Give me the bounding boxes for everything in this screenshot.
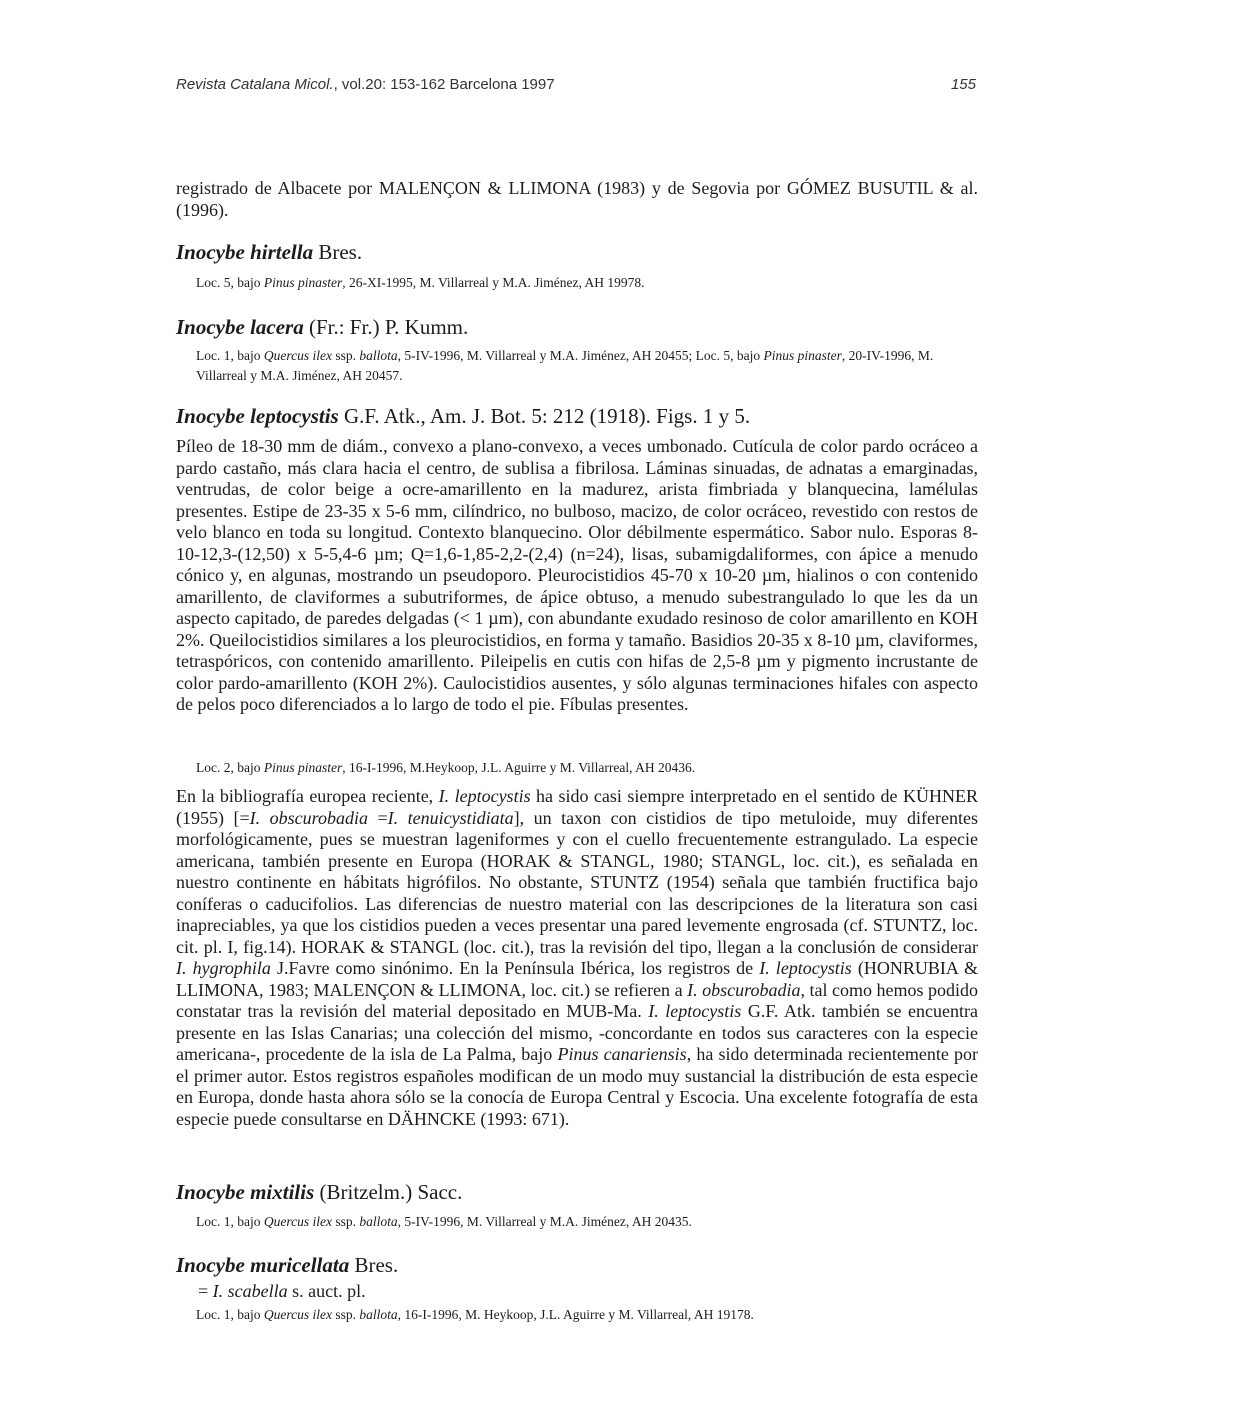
taxon-name: I. tenuicystidiata <box>387 807 514 828</box>
discussion-text: En la bibliografía europea reciente, <box>176 786 439 806</box>
species-name: Inocybe mixtilis <box>176 1180 315 1204</box>
locality-text: , 16-I-1996, M.Heykoop, J.L. Aguirre y M. Villarreal, AH 20436. <box>342 760 696 775</box>
taxon-name: I. obscurobadia <box>249 807 368 828</box>
species-author: G.F. Atk., Am. J. Bot. 5: 212 (1918). Figs. 1 y 5. <box>338 404 751 428</box>
locality-leptocystis <box>196 758 978 778</box>
locality-text: , 5-IV-1996, M. Villarreal y M.A. Jiménez, AH 20455; Loc. 5, bajo <box>397 348 764 363</box>
intro-paragraph: registrado de Albacete por MALENÇON & LLIMONA (1983) y de Segovia por GÓMEZ BUSUTIL & al. (1996). <box>176 178 978 220</box>
discussion-text: (HONRUBIA & LLIMONA, 1983; MALENÇON & LLIMONA, loc. cit.) se refieren a <box>176 958 978 1000</box>
host-name: Pinus pinaster <box>263 275 343 290</box>
host-name: Quercus ilex <box>263 1307 332 1322</box>
species-name: Inocybe lacera <box>176 315 304 339</box>
discussion-text: ], un taxon con cistidios de tipo metuloide, muy diferentes morfológicamente, pues se muestran lageniformes y con el cuello frecuentemente estrangulado. La especie americana, también presente en Europa (HORAK & STANGL, 1980; STANGL, loc. cit.), es señalada en nuestro continente en hábitats higrófilos. No obstante, STUNTZ (1954) señala que también fructifica bajo coníferas o caducifolios. Las diferencias de nuestro material con las descripciones de la literatura son casi inapreciables, ya que los cistidios pueden a veces presentar una pared levemente engrosada (cf. STUNTZ, loc. cit. pl. I, fig.14). HORAK & STANGL (loc. cit.), tras la revisión del tipo, llegan a la conclusión de considerar <box>176 807 979 957</box>
locality-text: , 5-IV-1996, M. Villarreal y M.A. Jiménez, AH 20435. <box>397 1214 692 1229</box>
host-name: ballota <box>359 1214 398 1229</box>
locality-text: Loc. 5, bajo <box>196 275 264 290</box>
page-number: 155 <box>950 76 976 93</box>
locality-text: , 26-XI-1995, M. Villarreal y M.A. Jiménez, AH 19978. <box>342 275 645 290</box>
species-author: (Fr.: Fr.) P. Kumm. <box>303 315 469 339</box>
species-name: Inocybe leptocystis <box>176 404 339 428</box>
host-name: ballota <box>359 1307 398 1322</box>
species-name: Inocybe muricellata <box>176 1253 350 1277</box>
species-author: Bres. <box>349 1253 399 1277</box>
taxon-name: I. scabella <box>212 1281 288 1301</box>
locality-text: Loc. 1, bajo <box>196 1307 264 1322</box>
host-name: Pinus pinaster <box>763 348 842 363</box>
species-heading-leptocystis <box>176 404 750 429</box>
taxon-name: I. leptocystis <box>438 786 531 806</box>
locality-hirtella <box>196 273 978 293</box>
synonym-text: s. auct. pl. <box>287 1281 366 1301</box>
synonym-text: = <box>198 1281 213 1301</box>
synonym-muricellata <box>198 1281 366 1302</box>
locality-text: ssp. <box>331 1214 360 1229</box>
journal-name: Revista Catalana Micol. <box>176 76 334 93</box>
locality-text: ssp. <box>331 348 360 363</box>
discussion-leptocystis <box>176 786 978 1130</box>
taxon-name: I. leptocystis <box>759 958 852 978</box>
species-heading-lacera <box>176 315 468 340</box>
species-author: Bres. <box>313 240 363 264</box>
locality-muricellata <box>196 1305 978 1325</box>
locality-text: Loc. 1, bajo <box>196 1214 264 1229</box>
locality-text: Loc. 1, bajo <box>196 348 264 363</box>
journal-citation: , vol.20: 153-162 Barcelona 1997 <box>333 76 555 93</box>
species-heading-muricellata <box>176 1253 398 1278</box>
discussion-text: J.Favre como sinónimo. En la Península Ibérica, los registros de <box>270 958 760 978</box>
running-header <box>176 76 978 102</box>
locality-text: , 20-IV-1996, M. Villarreal y M.A. Jiménez, AH 20457. <box>196 348 934 383</box>
discussion-text: , tal como hemos podido constatar tras la revisión del material depositado en MUB-Ma. <box>176 979 979 1021</box>
taxon-name: I. obscurobadia <box>687 979 801 1000</box>
locality-text: Loc. 2, bajo <box>196 760 264 775</box>
host-name: Pinus pinaster <box>263 760 343 775</box>
locality-text: , 16-I-1996, M. Heykoop, J.L. Aguirre y M. Villarreal, AH 19178. <box>397 1307 754 1322</box>
taxon-name: I. leptocystis <box>648 1001 742 1021</box>
discussion-text: G.F. Atk. también se encuentra presente en las Islas Canarias; una colección del mismo, -concordante en todos sus caracteres con la especie americana-, procedente de la isla de La Palma, bajo <box>176 1001 978 1064</box>
species-heading-mixtilis <box>176 1180 462 1205</box>
discussion-text: , ha sido determinada recientemente por el primer autor. Estos registros españoles modifican de un modo muy sustancial la distribución de esta especie en Europa, donde hasta ahora sólo se la conocía de Europa Central y Escocia. Una excelente fotografía de esta especie puede consultarse en DÄHNCKE (1993: 671). <box>176 1044 978 1129</box>
species-heading-hirtella <box>176 240 362 265</box>
description-leptocystis: Píleo de 18-30 mm de diám., convexo a plano-convexo, a veces umbonado. Cutícula de color pardo ocráceo a pardo castaño, más clara hacia el centro, de sublisa a fibrilosa. Láminas sinuadas, de adnatas a emarginadas, ventrudas, de color beige a ocre-amarillento en la madurez, arista fimbriada y blanquecina, lamélulas presentes. Estipe de 23-35 x 5-6 mm, cilíndrico, no bulboso, macizo, de color ocráceo, revestido con restos de velo blanco en toda su longitud. Contexto blanquecino. Olor débilmente espermático. Sabor nulo. Esporas 8-10-12,3-(12,50) x 5-5,4-6 µm; Q=1,6-1,85-2,2-(2,4) (n=24), lisas, subamigdaliformes, con ápice a menudo cónico y, en algunas, mostrando un pseudoporo. Pleurocistidios 45-70 x 10-20 µm, hialinos o con contenido amarillento, de claviformes a subutriformes, de ápice obtuso, a menudo subestrangulado lo que les da un aspecto capitado, de paredes delgadas (< 1 µm), con abundante exudado resinoso de color amarillento en KOH 2%. Queilocistidios similares a los pleurocistidios, en forma y tamaño. Basidios 20-35 x 8-10 µm, claviformes, tetraspóricos, con contenido amarillento. Pileipelis en cutis con hifas de 2,5-8 µm y pigmento incrustante de color pardo-amarillento (KOH 2%). Caulocistidios ausentes, y sólo algunas terminaciones hifales con aspecto de pelos poco diferenciados a lo largo de todo el pie. Fíbulas presentes. <box>176 436 978 714</box>
locality-text: ssp. <box>331 1307 360 1322</box>
taxon-name: Pinus canariensis <box>557 1044 687 1064</box>
host-name: ballota <box>359 348 398 363</box>
discussion-text: ha sido casi siempre interpretado en el sentido de KÜHNER (1955) [= <box>176 786 978 828</box>
discussion-text: = <box>367 807 388 828</box>
host-name: Quercus ilex <box>263 1214 332 1229</box>
species-author: (Britzelm.) Sacc. <box>314 1180 463 1204</box>
locality-lacera <box>196 346 978 386</box>
taxon-name: I. hygrophila <box>176 958 271 978</box>
host-name: Quercus ilex <box>263 348 332 363</box>
locality-mixtilis <box>196 1212 978 1232</box>
species-name: Inocybe hirtella <box>176 240 314 264</box>
